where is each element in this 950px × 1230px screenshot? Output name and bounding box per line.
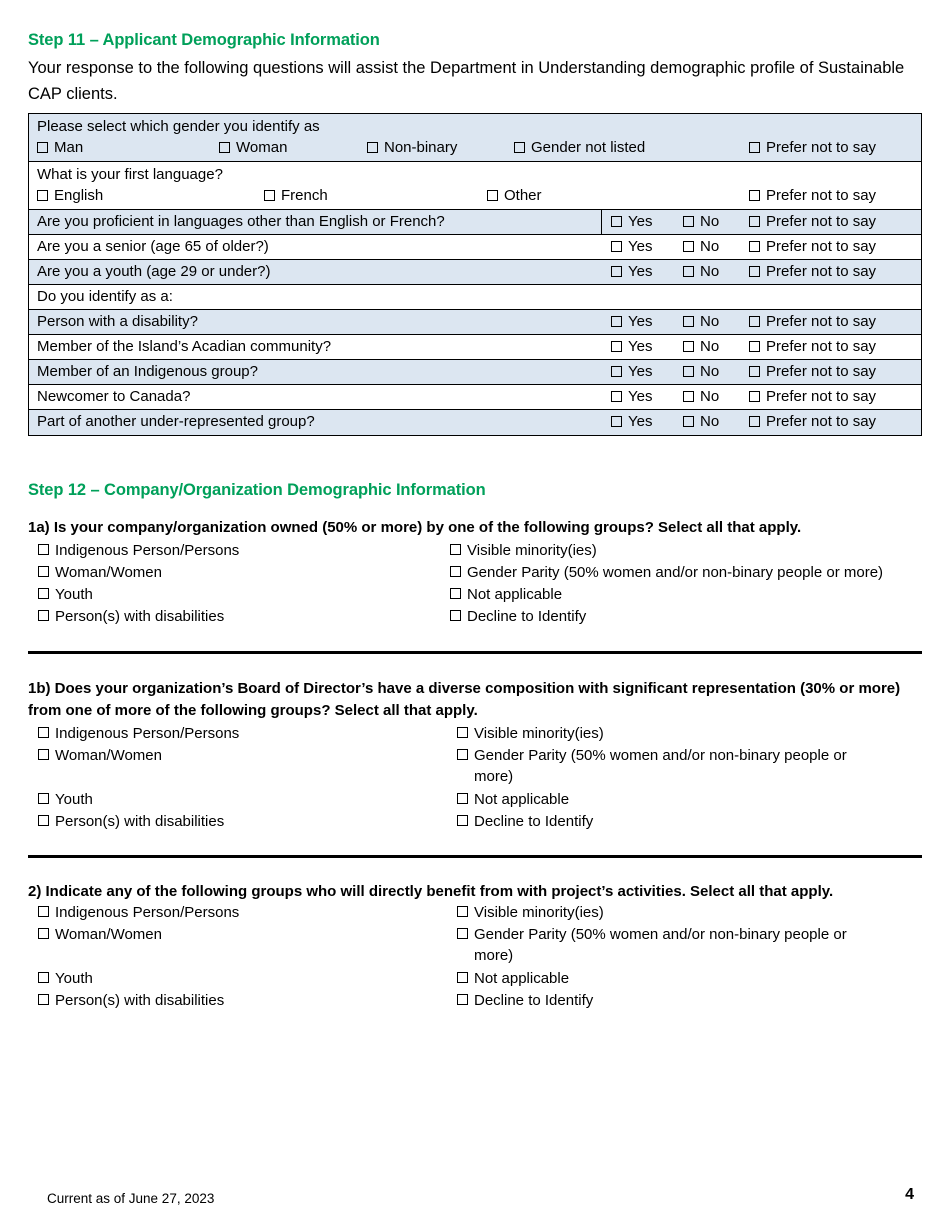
answer-yes[interactable] <box>611 213 652 230</box>
option-label: Youth <box>55 970 93 987</box>
table-row-newcomer <box>29 385 921 410</box>
checkbox-icon[interactable] <box>749 190 760 201</box>
option-youth[interactable] <box>38 968 438 990</box>
option-not-applicable[interactable] <box>457 968 877 990</box>
option-youth[interactable] <box>38 584 438 606</box>
checkbox-icon[interactable] <box>450 610 461 621</box>
language-option-other[interactable] <box>487 187 542 204</box>
option-label: Woman/Women <box>55 926 162 943</box>
answer-label: Yes <box>628 238 653 255</box>
checkbox-icon[interactable] <box>38 566 49 577</box>
checkbox-icon[interactable] <box>683 341 694 352</box>
option-spacer <box>38 767 438 789</box>
row-question: Member of the Island’s Acadian community? <box>37 338 332 355</box>
language-question: What is your first language? <box>37 166 223 183</box>
question-2-right-options <box>457 902 877 1012</box>
table-row-senior <box>29 235 921 260</box>
option-label: Person(s) with disabilities <box>55 813 225 830</box>
applicant-demographic-table <box>28 113 922 436</box>
step-12-heading: Step 12 – Company/Organization Demographic Information <box>28 481 486 499</box>
option-label: Youth <box>55 791 93 808</box>
option-indigenous[interactable] <box>38 723 438 745</box>
checkbox-icon[interactable] <box>611 216 622 227</box>
question-1a-left-options <box>38 540 438 628</box>
checkbox-icon[interactable] <box>457 928 468 939</box>
checkbox-icon[interactable] <box>611 316 622 327</box>
option-label: Visible minority(ies) <box>474 904 604 921</box>
checkbox-icon[interactable] <box>219 142 230 153</box>
answer-yes[interactable] <box>611 363 652 380</box>
checkbox-icon[interactable] <box>457 972 468 983</box>
language-option-english[interactable] <box>37 187 103 204</box>
checkbox-icon[interactable] <box>450 544 461 555</box>
option-label: Gender Parity (50% women and/or non-binary people or more) <box>474 926 847 964</box>
answer-label: Prefer not to say <box>766 338 877 355</box>
answer-label: No <box>700 388 720 405</box>
section-divider-2 <box>28 855 922 858</box>
answer-prefer-not-to-say[interactable] <box>749 388 876 405</box>
option-woman[interactable] <box>38 745 438 767</box>
answer-label: Yes <box>628 263 653 280</box>
answer-prefer-not-to-say[interactable] <box>749 313 876 330</box>
option-label: Woman <box>236 139 288 156</box>
answer-label: Prefer not to say <box>766 213 877 230</box>
checkbox-icon[interactable] <box>749 391 760 402</box>
table-row-youth <box>29 260 921 285</box>
checkbox-icon[interactable] <box>749 341 760 352</box>
checkbox-icon[interactable] <box>37 142 48 153</box>
question-1b-right-options <box>457 723 877 833</box>
option-woman[interactable] <box>38 562 438 584</box>
option-label: Other <box>504 187 542 204</box>
answer-no[interactable] <box>683 213 719 230</box>
answer-label: No <box>700 213 720 230</box>
table-row-indigenous <box>29 360 921 385</box>
checkbox-icon[interactable] <box>38 588 49 599</box>
option-label: Decline to Identify <box>467 608 587 625</box>
answer-prefer-not-to-say[interactable] <box>749 338 876 355</box>
option-visible-minority[interactable] <box>457 723 877 745</box>
step-11-intro-text: Your response to the following questions will assist the Department in Understanding demographic profile of Sustainable CAP clients. <box>28 59 905 103</box>
option-label: Youth <box>55 586 93 603</box>
option-gender-parity[interactable] <box>450 562 924 584</box>
option-label: English <box>54 187 104 204</box>
option-indigenous[interactable] <box>38 902 438 924</box>
checkbox-icon[interactable] <box>487 190 498 201</box>
answer-yes[interactable] <box>611 263 652 280</box>
row-question: Are you proficient in languages other than English or French? <box>37 213 445 230</box>
language-options-line <box>29 185 921 209</box>
checkbox-icon[interactable] <box>611 416 622 427</box>
gender-question: Please select which gender you identify as <box>37 118 320 135</box>
option-gender-parity[interactable] <box>457 924 877 968</box>
page-number: 4 <box>905 1186 914 1203</box>
language-option-prefer-not-to-say[interactable] <box>749 187 876 204</box>
answer-prefer-not-to-say[interactable] <box>749 213 876 230</box>
checkbox-icon[interactable] <box>749 241 760 252</box>
answer-label: Prefer not to say <box>766 238 877 255</box>
checkbox-icon[interactable] <box>38 994 49 1005</box>
answer-no[interactable] <box>683 363 719 380</box>
checkbox-icon[interactable] <box>457 906 468 917</box>
option-disabilities[interactable] <box>38 606 438 628</box>
checkbox-icon[interactable] <box>457 749 468 760</box>
option-label: Prefer not to say <box>766 187 877 204</box>
option-disabilities[interactable] <box>38 811 438 833</box>
option-label: Not applicable <box>467 586 563 603</box>
option-label: Decline to Identify <box>474 813 594 830</box>
checkbox-icon[interactable] <box>367 142 378 153</box>
row-question: Member of an Indigenous group? <box>37 363 258 380</box>
option-label: Visible minority(ies) <box>467 542 597 559</box>
answer-label: Prefer not to say <box>766 388 877 405</box>
checkbox-icon[interactable] <box>683 416 694 427</box>
gender-options-line <box>29 137 921 161</box>
option-disabilities[interactable] <box>38 990 438 1012</box>
answer-label: Prefer not to say <box>766 263 877 280</box>
checkbox-icon[interactable] <box>38 815 49 826</box>
option-label: Gender not listed <box>531 139 646 156</box>
row-question: Part of another under-represented group? <box>37 413 315 430</box>
checkbox-icon[interactable] <box>683 316 694 327</box>
checkbox-icon[interactable] <box>457 994 468 1005</box>
checkbox-icon[interactable] <box>38 610 49 621</box>
checkbox-icon[interactable] <box>38 544 49 555</box>
gender-option-woman[interactable] <box>219 139 287 156</box>
row-question: Are you a senior (age 65 of older?) <box>37 238 269 255</box>
option-label: Prefer not to say <box>766 139 877 156</box>
language-option-french[interactable] <box>264 187 328 204</box>
checkbox-icon[interactable] <box>450 588 461 599</box>
checkbox-icon[interactable] <box>683 366 694 377</box>
checkbox-icon[interactable] <box>749 416 760 427</box>
table-row-first-language <box>29 162 921 210</box>
checkbox-icon[interactable] <box>683 266 694 277</box>
answer-label: Prefer not to say <box>766 413 877 430</box>
gender-option-prefer-not-to-say[interactable] <box>749 139 876 156</box>
checkbox-icon[interactable] <box>749 266 760 277</box>
answer-yes[interactable] <box>611 413 652 430</box>
option-not-applicable[interactable] <box>450 584 924 606</box>
option-youth[interactable] <box>38 789 438 811</box>
identify-header-label: Do you identify as a: <box>37 288 173 305</box>
option-gender-parity[interactable] <box>457 745 877 789</box>
checkbox-icon[interactable] <box>38 727 49 738</box>
option-woman[interactable] <box>38 924 438 946</box>
answer-no[interactable] <box>683 388 719 405</box>
checkbox-icon[interactable] <box>683 216 694 227</box>
checkbox-icon[interactable] <box>38 793 49 804</box>
checkbox-icon[interactable] <box>749 142 760 153</box>
footer-date: Current as of June 27, 2023 <box>47 1191 215 1206</box>
option-label: Man <box>54 139 84 156</box>
answer-label: No <box>700 338 720 355</box>
answer-prefer-not-to-say[interactable] <box>749 363 876 380</box>
answer-no[interactable] <box>683 313 719 330</box>
option-indigenous[interactable] <box>38 540 438 562</box>
option-label: Indigenous Person/Persons <box>55 725 240 742</box>
checkbox-icon[interactable] <box>683 391 694 402</box>
answer-prefer-not-to-say[interactable] <box>749 413 876 430</box>
answer-prefer-not-to-say[interactable] <box>749 238 876 255</box>
option-label: Woman/Women <box>55 747 162 764</box>
checkbox-icon[interactable] <box>749 216 760 227</box>
answer-label: No <box>700 313 720 330</box>
option-label: Person(s) with disabilities <box>55 992 225 1009</box>
checkbox-icon[interactable] <box>38 928 49 939</box>
checkbox-icon[interactable] <box>683 241 694 252</box>
option-decline[interactable] <box>457 990 877 1012</box>
checkbox-icon[interactable] <box>38 972 49 983</box>
checkbox-icon[interactable] <box>611 266 622 277</box>
row-question: Are you a youth (age 29 or under?) <box>37 263 271 280</box>
question-1b-text: 1b) Does your organization’s Board of Director’s have a diverse composition with significant representation (30% or more) from one of more of the following groups? Select all that apply. <box>28 680 901 719</box>
answer-prefer-not-to-say[interactable] <box>749 263 876 280</box>
table-row-disability <box>29 310 921 335</box>
option-label: Visible minority(ies) <box>474 725 604 742</box>
table-row-gender <box>29 114 921 162</box>
checkbox-icon[interactable] <box>37 190 48 201</box>
answer-label: Yes <box>628 313 653 330</box>
question-1b-left-options <box>38 723 438 833</box>
table-row-under-represented <box>29 410 921 435</box>
option-not-applicable[interactable] <box>457 789 877 811</box>
table-row-identify-header <box>29 285 921 310</box>
option-decline[interactable] <box>457 811 877 833</box>
answer-label: Yes <box>628 338 653 355</box>
table-row-language-proficiency <box>29 210 921 235</box>
option-label: Non-binary <box>384 139 458 156</box>
gender-option-non-binary[interactable] <box>367 139 457 156</box>
option-label: Not applicable <box>474 791 570 808</box>
option-label: Decline to Identify <box>474 992 594 1009</box>
option-label: Woman/Women <box>55 564 162 581</box>
answer-label: Yes <box>628 388 653 405</box>
checkbox-icon[interactable] <box>38 906 49 917</box>
option-visible-minority[interactable] <box>450 540 924 562</box>
checkbox-icon[interactable] <box>749 366 760 377</box>
checkbox-icon[interactable] <box>611 391 622 402</box>
checkbox-icon[interactable] <box>457 727 468 738</box>
answer-label: Yes <box>628 413 653 430</box>
option-label: Person(s) with disabilities <box>55 608 225 625</box>
option-spacer <box>38 946 438 968</box>
checkbox-icon[interactable] <box>450 566 461 577</box>
answer-yes[interactable] <box>611 388 652 405</box>
answer-label: Prefer not to say <box>766 313 877 330</box>
option-label: Not applicable <box>474 970 570 987</box>
gender-option-not-listed[interactable] <box>514 139 645 156</box>
answer-label: No <box>700 363 720 380</box>
checkbox-icon[interactable] <box>749 316 760 327</box>
checkbox-icon[interactable] <box>38 749 49 760</box>
answer-no[interactable] <box>683 238 719 255</box>
option-label: Indigenous Person/Persons <box>55 542 240 559</box>
checkbox-icon[interactable] <box>457 815 468 826</box>
answer-label: Yes <box>628 213 653 230</box>
checkbox-icon[interactable] <box>611 341 622 352</box>
option-visible-minority[interactable] <box>457 902 877 924</box>
row-question: Person with a disability? <box>37 313 198 330</box>
answer-yes[interactable] <box>611 238 652 255</box>
answer-label: No <box>700 413 720 430</box>
option-decline[interactable] <box>450 606 924 628</box>
answer-yes[interactable] <box>611 313 652 330</box>
answer-label: No <box>700 238 720 255</box>
answer-label: Yes <box>628 363 653 380</box>
answer-yes[interactable] <box>611 338 652 355</box>
checkbox-icon[interactable] <box>457 793 468 804</box>
column-divider <box>601 210 602 234</box>
option-label: Gender Parity (50% women and/or non-binary people or more) <box>474 747 847 785</box>
question-1a-text: 1a) Is your company/organization owned (50% or more) by one of the following groups? Select all that apply. <box>28 519 802 536</box>
answer-no[interactable] <box>683 413 719 430</box>
gender-option-man[interactable] <box>37 139 83 156</box>
question-2-text: 2) Indicate any of the following groups who will directly benefit from with project’s activities. Select all that apply. <box>28 883 834 900</box>
table-row-acadian <box>29 335 921 360</box>
checkbox-icon[interactable] <box>264 190 275 201</box>
checkbox-icon[interactable] <box>611 366 622 377</box>
row-question: Newcomer to Canada? <box>37 388 191 405</box>
answer-label: No <box>700 263 720 280</box>
checkbox-icon[interactable] <box>514 142 525 153</box>
checkbox-icon[interactable] <box>611 241 622 252</box>
question-1a-right-options <box>450 540 924 628</box>
option-label: Indigenous Person/Persons <box>55 904 240 921</box>
option-label: Gender Parity (50% women and/or non-binary people or more) <box>467 564 884 581</box>
answer-no[interactable] <box>683 263 719 280</box>
question-2-left-options <box>38 902 438 1012</box>
answer-label: Prefer not to say <box>766 363 877 380</box>
section-divider-1 <box>28 651 922 654</box>
answer-no[interactable] <box>683 338 719 355</box>
step-11-heading: Step 11 – Applicant Demographic Information <box>28 31 380 49</box>
option-label: French <box>281 187 328 204</box>
